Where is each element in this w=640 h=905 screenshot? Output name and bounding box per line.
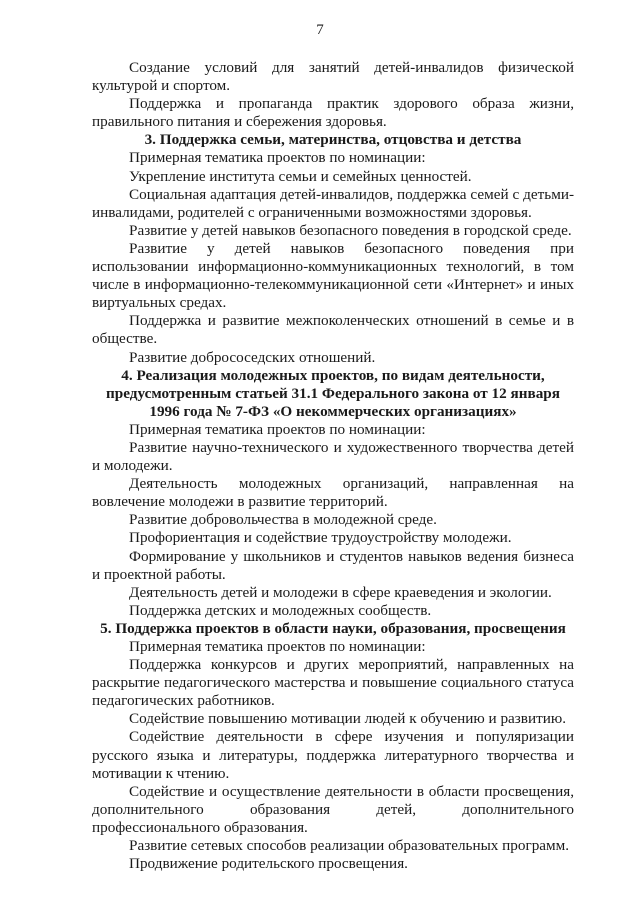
paragraph: Деятельность детей и молодежи в сфере краеведения и экологии.: [129, 583, 552, 601]
paragraph: Деятельность молодежных организаций, направленная на вовлечение молодежи в развитие территорий.: [92, 475, 574, 511]
paragraph: Поддержка детских и молодежных сообществ.: [129, 601, 432, 619]
paragraph: Содействие повышению мотивации людей к обучению и развитию.: [129, 710, 566, 728]
paragraph: Развитие сетевых способов реализации образовательных программ.: [129, 837, 570, 855]
paragraph: Профориентация и содействие трудоустройству молодежи.: [129, 529, 512, 547]
section-heading: 5. Поддержка проектов в области науки, образования, просвещения: [100, 619, 566, 637]
paragraph: Развитие научно-технического и художественного творчества детей и молодежи.: [92, 438, 574, 475]
paragraph: Поддержка конкурсов и других мероприятий, направленных на раскрытие педагогического мастерства и повышение социального статуса педагогических работников.: [92, 656, 574, 710]
paragraph: Содействие и осуществление деятельности в области просвещения, дополнительного образования детей, дополнительного профессионального образования.: [92, 782, 574, 836]
paragraph: Примерная тематика проектов по номинации:: [129, 149, 426, 167]
paragraph: Создание условий для занятий детей-инвалидов физической культурой и спортом.: [92, 59, 574, 95]
paragraph: Развитие добрососедских отношений.: [129, 348, 376, 366]
section-heading: 3. Поддержка семьи, материнства, отцовства и детства: [144, 131, 522, 149]
paragraph: Поддержка и развитие межпоколенческих отношений в семье и в обществе.: [92, 312, 574, 348]
paragraph: Продвижение родительского просвещения.: [129, 855, 408, 873]
paragraph: Развитие добровольчества в молодежной среде.: [129, 511, 437, 529]
paragraph: Укрепление института семьи и семейных ценностей.: [129, 167, 472, 185]
paragraph: Содействие деятельности в сфере изучения и популяризации русского языка и литературы, поддержка литературного творчества и мотивации к чтению.: [92, 728, 574, 782]
paragraph: Формирование у школьников и студентов навыков ведения бизнеса и проектной работы.: [92, 547, 574, 583]
paragraph: Развитие у детей навыков безопасного поведения в городской среде.: [129, 221, 572, 239]
section-heading: 4. Реализация молодежных проектов, по видам деятельности, предусмотренным статьей 31.1 Федерального закона от 12 января 1996 года № 7-ФЗ «О некоммерческих организациях»: [106, 366, 560, 420]
page-number: 7: [316, 22, 324, 38]
document-body: [92, 59, 574, 873]
paragraph: Социальная адаптация детей-инвалидов, поддержка семей с детьми-инвалидами, родителей с ограниченными возможностями здоровья.: [92, 185, 574, 221]
paragraph: Развитие у детей навыков безопасного поведения при использовании информационно-коммуникационных технологий, в том числе в информационно-телекоммуникационной сети «Интернет» и иных виртуальных средах.: [92, 239, 574, 312]
paragraph: Поддержка и пропаганда практик здорового образа жизни, правильного питания и сбережения здоровья.: [92, 95, 574, 131]
paragraph: Примерная тематика проектов по номинации:: [129, 638, 426, 655]
paragraph: Примерная тематика проектов по номинации:: [129, 420, 426, 438]
